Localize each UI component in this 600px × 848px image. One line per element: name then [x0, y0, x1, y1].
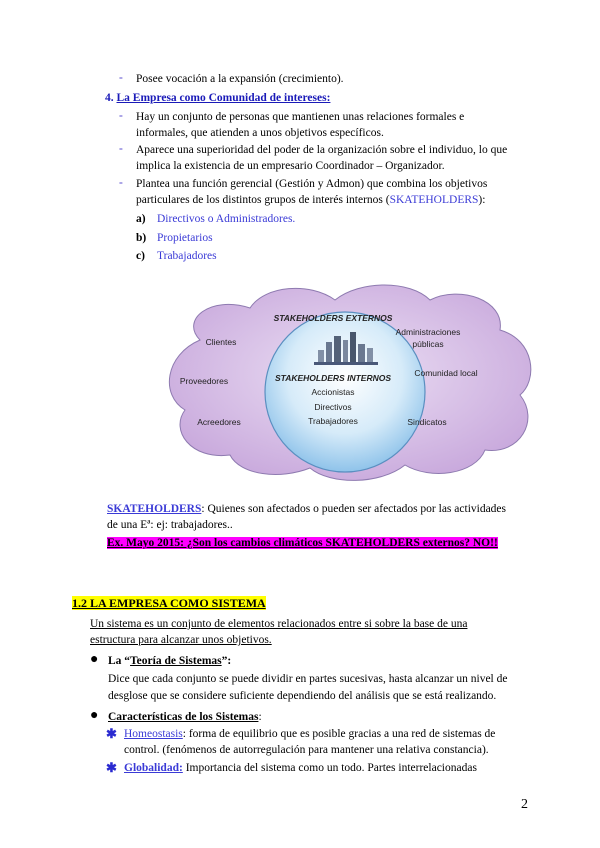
- definition-line2: de una Eª: ej: trabajadores..: [107, 519, 233, 531]
- list-item-cont: informales, que atienden a unos objetivos específicos.: [136, 127, 384, 139]
- section-title: 1.2 LA EMPRESA COMO SISTEMA: [72, 596, 266, 610]
- skateholders-inline: SKATEHOLDERS: [389, 194, 479, 206]
- sub-item: Propietarios: [157, 232, 213, 244]
- section-intro-line2: estructura para alcanzar unos objetivos.: [90, 634, 272, 646]
- section-intro-line1: Un sistema es un conjunto de elementos relacionados entre si sobre la base de una: [90, 618, 468, 630]
- external-acreedores: Acreedores: [197, 417, 241, 427]
- dash-marker: -: [119, 72, 123, 84]
- internal-title: STAKEHOLDERS INTERNOS: [274, 373, 392, 383]
- caracteristicas-heading: Características de los Sistemas:: [108, 711, 262, 723]
- bullet-icon: ●: [90, 708, 99, 723]
- page-number: 2: [521, 797, 528, 812]
- teoria-text-line1: Dice que cada conjunto se puede dividir en partes sucesivas, hasta alcanzar un nivel de: [108, 673, 508, 685]
- exam-note: Ex. Mayo 2015: ¿Son los cambios climáticos SKATEHOLDERS externos? NO!!: [107, 537, 498, 549]
- sub-letter: c): [136, 250, 145, 262]
- external-comunidad: Comunidad local: [414, 368, 478, 378]
- homeostasis-line2: control. (fenómenos de autorregulación para mantener una relativa constancia).: [124, 744, 489, 756]
- external-title: STAKEHOLDERS EXTERNOS: [273, 313, 393, 323]
- list-item-cont: particulares de los distintos grupos de interés internos (SKATEHOLDERS):: [136, 194, 486, 206]
- internal-item: Trabajadores: [308, 416, 358, 426]
- list-item: Plantea una función gerencial (Gestión y Admon) que combina los objetivos: [136, 178, 488, 190]
- list-item: Aparece una superioridad del poder de la organización sobre el individuo, lo que: [136, 144, 508, 156]
- star-icon: ✱: [106, 760, 117, 775]
- teoria-text-line2: desglose que se considere suficiente dependiendo del análisis que se está realizando.: [108, 690, 497, 702]
- external-sindicatos: Sindicatos: [407, 417, 447, 427]
- definition-line1: SKATEHOLDERS: Quienes son afectados o pueden ser afectados por las actividades: [107, 503, 507, 515]
- list-item: Hay un conjunto de personas que mantienen unas relaciones formales e: [136, 111, 465, 123]
- teoria-heading: La “Teoría de Sistemas”:: [108, 655, 232, 667]
- dash-marker: -: [119, 110, 123, 122]
- internal-item: Accionistas: [311, 387, 355, 397]
- bullet-icon: ●: [90, 652, 99, 667]
- internal-item: Directivos: [314, 402, 352, 412]
- dash-marker: -: [119, 143, 123, 155]
- section-heading-4: 4. La Empresa como Comunidad de intereses:: [105, 92, 331, 104]
- dash-marker: -: [119, 177, 123, 189]
- external-publicas: públicas: [412, 339, 444, 349]
- list-item-cont: implica la existencia de un empresario Coordinador – Organizador.: [136, 160, 445, 172]
- globalidad-line: Globalidad: Importancia del sistema como un todo. Partes interrelacionadas: [124, 762, 477, 774]
- homeostasis-line1: Homeostasis: forma de equilibrio que es posible gracias a una red de sistemas de: [124, 728, 496, 740]
- star-icon: ✱: [106, 726, 117, 741]
- external-proveedores: Proveedores: [179, 376, 229, 386]
- sub-item: Trabajadores: [157, 250, 217, 262]
- sub-letter: b): [136, 232, 147, 244]
- skateholders-term: SKATEHOLDERS: [107, 503, 202, 515]
- external-administraciones: Administraciones: [395, 327, 461, 337]
- sub-letter: a): [136, 213, 146, 225]
- list-item: Posee vocación a la expansión (crecimiento).: [136, 73, 344, 85]
- sub-item: Directivos o Administradores.: [157, 213, 296, 225]
- external-clientes: Clientes: [205, 337, 237, 347]
